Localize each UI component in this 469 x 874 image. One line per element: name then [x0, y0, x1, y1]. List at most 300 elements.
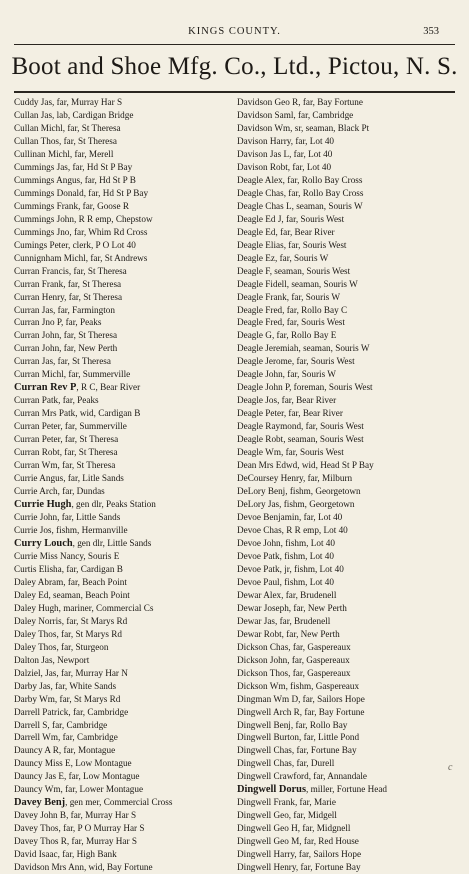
entry-name: Dingwell Burton [237, 732, 300, 743]
entry-name: Dingwell Harry [237, 849, 295, 860]
entry-name: Daley Norris [14, 615, 62, 626]
entry-name: Cummings Jno [14, 226, 70, 237]
directory-entry [14, 381, 230, 394]
entry-name: Curran Francis [14, 265, 69, 276]
entry-details: , seaman, Souris W [286, 278, 358, 289]
directory-entry [237, 628, 459, 641]
entry-name: Dingman Wm D [237, 693, 299, 704]
directory-entry [237, 550, 459, 563]
entry-details: , far, Souris West [280, 447, 344, 458]
entry-name: Deagle Jeremiah [237, 343, 299, 354]
entry-details: , far, Rollo Bay Cross [282, 174, 363, 185]
entry-details: , far, Bear River [275, 226, 335, 237]
entry-name: Davison Robt [237, 161, 288, 172]
entry-details: , far, Beach Point [63, 576, 127, 587]
entry-details: , far, Dundas [57, 486, 105, 497]
entry-name: Currie Angus [14, 473, 64, 484]
entry-details: , seaman, Souris W [298, 343, 370, 354]
directory-entry [237, 485, 459, 498]
directory-entry [237, 187, 459, 200]
entry-details: , far, Souris West [282, 317, 345, 328]
directory-entry [14, 368, 230, 381]
entry-details: , far, P O Murray Har S [58, 823, 145, 834]
directory-entry [237, 511, 459, 524]
directory-entry [237, 757, 459, 770]
directory-entry [237, 355, 459, 368]
entry-name: Curtis Elisha [14, 563, 62, 574]
entry-name: Davidson Mrs Ann [14, 862, 84, 873]
entry-details: , far, St Theresa [62, 122, 121, 133]
entry-name: Cullan Thos [14, 135, 60, 146]
entry-name: Dickson Chas [237, 641, 289, 652]
directory-entry [14, 615, 230, 628]
directory-entry [237, 706, 459, 719]
pencil-mark: c [448, 762, 453, 773]
entry-details: , sr, seaman, Black Pt [290, 122, 370, 133]
directory-entry [14, 822, 230, 835]
entry-name: Curran Patk [14, 395, 59, 406]
directory-entry [237, 796, 459, 809]
entry-details: , far, High Bank [57, 849, 117, 860]
entry-details: , seaman, Beach Point [48, 589, 130, 600]
entry-name: Deagle Ez [237, 252, 276, 263]
entry-details: , R R emp, Lot 40 [281, 524, 348, 535]
entry-name: Dingwell Frank [237, 797, 295, 808]
directory-entry [237, 770, 459, 783]
entry-details: , far, Cambridge [68, 706, 129, 717]
running-header [0, 26, 469, 40]
directory-entry [14, 602, 230, 615]
entry-name: Cummings Angus [14, 174, 81, 185]
directory-entry [237, 135, 459, 148]
directory-entry [14, 394, 230, 407]
entry-details: , far, Souris West [281, 213, 345, 224]
directory-entry [237, 537, 459, 550]
directory-entry [14, 252, 230, 265]
entry-details: , far, Merell [69, 148, 114, 159]
entry-name: Curran John [14, 343, 60, 354]
entry-details: , far, Gaspereaux [288, 641, 351, 652]
entry-details: , far, New Perth [59, 343, 118, 354]
entry-details: , far, Summerville [63, 369, 131, 380]
entry-details: , far, Bay Fortune [298, 97, 363, 107]
entry-details: , far, Farmington [53, 304, 115, 315]
entry-name: Dingwell Crawford [237, 771, 309, 782]
entry-details: , lab, Cardigan Bridge [52, 109, 134, 120]
entry-name: Deagle Ed J [237, 213, 282, 224]
entry-details: , far, Fortune Bay [291, 745, 357, 756]
entry-name: Deagle Frank [237, 291, 287, 302]
entry-name: Dingwell Benj [237, 719, 291, 730]
directory-entry [237, 641, 459, 654]
entry-details: , far, Midgell [288, 810, 337, 821]
entry-details: , far, Peaks [60, 317, 102, 328]
entry-name: Cullinan Michl [14, 148, 70, 159]
entry-name: Curran Peter [14, 434, 61, 445]
entry-name: DeCoursey Henry [237, 473, 303, 484]
entry-details: , fishm, Georgetown [279, 499, 355, 510]
entry-details: , far, Lot 40 [299, 512, 343, 522]
entry-details: , far, Cambridge [47, 719, 108, 730]
entry-name: Devoe Patk [237, 563, 280, 574]
entry-details: , Jas, far, Murray Har N [40, 667, 128, 678]
directory-entry [237, 316, 459, 329]
entry-name: Deagle John [237, 369, 283, 380]
entry-name: Devoe Chas [237, 524, 282, 535]
directory-entry [14, 187, 230, 200]
directory-entry [14, 407, 230, 420]
entry-name: Deagle G [237, 330, 272, 341]
entry-details: , far, Lot 40 [287, 161, 332, 172]
entry-name: Cunnignham Michl [14, 252, 86, 263]
directory-entry [237, 667, 459, 680]
entry-name: Cullan Jas [14, 109, 53, 120]
county-heading: KINGS COUNTY. [188, 26, 281, 37]
directory-entry [14, 420, 230, 433]
directory-entry [14, 433, 230, 446]
entry-details: , mariner, Commercial Cs [58, 602, 154, 613]
directory-entry [237, 329, 459, 342]
entry-details: , far, Litle Sands [63, 473, 124, 484]
entry-details: , far, St Theresa [59, 447, 118, 458]
entry-name: Dauncy Miss E [14, 758, 71, 769]
directory-entry [14, 459, 230, 472]
entry-name: Deagle Elias [237, 239, 284, 250]
directory-entry [237, 446, 459, 459]
directory-entry [237, 654, 459, 667]
entry-name: Dauncy Jas E [14, 771, 65, 782]
entry-name: Daley Abram [14, 576, 64, 587]
entry-details: , far, Murray Har S [52, 97, 123, 107]
entry-name: Dalziel [14, 667, 41, 678]
directory-entry [237, 304, 459, 317]
directory-entry [14, 783, 230, 796]
directory-entry [14, 109, 230, 122]
directory-entry [14, 757, 230, 770]
directory-entry [14, 446, 230, 459]
directory-entry [14, 680, 230, 693]
entry-name: Deagle Wm [237, 447, 281, 458]
entry-name: Devoe John [237, 537, 281, 548]
entry-details: , far, Gaspereaux [287, 654, 350, 665]
directory-entry [14, 304, 230, 317]
entry-details: , jr, fishm, Lot 40 [279, 563, 344, 574]
entry-name: Deagle Jerome [237, 356, 292, 367]
entry-details: , far, Whim Rd Cross [69, 226, 148, 237]
directory-entry [14, 342, 230, 355]
entry-name: Devoe Patk [237, 550, 280, 561]
directory-entry [14, 472, 230, 485]
entry-details: , seaman, Souris West [269, 265, 351, 276]
entry-name: Dingwell Arch R [237, 706, 300, 717]
directory-entry [14, 161, 230, 174]
directory-entry [237, 563, 459, 576]
entry-details: , far, Hd St P Bay [83, 187, 149, 198]
entry-name: Dingwell Chas [237, 745, 292, 756]
entry-name: Davey John B [14, 810, 67, 821]
entry-name: DeLory Jas [237, 499, 280, 510]
entry-details: , far, White Sands [50, 680, 117, 691]
entry-name: Deagle Chas [237, 187, 284, 198]
header-rule-bottom [14, 91, 455, 93]
entry-details: , far, St Marys Rd [61, 615, 128, 626]
entry-details: , far, Cambridge [293, 109, 354, 120]
entry-name: Currie Miss Nancy [14, 550, 84, 561]
entry-name: Deagle F [237, 265, 270, 276]
entry-details: , far, Peaks [58, 395, 99, 406]
directory-entry [14, 524, 230, 537]
entry-details: , far, Summerville [60, 421, 127, 432]
entry-name: Deagle Chas L [237, 200, 292, 211]
entry-name: Curran Jas [14, 304, 54, 315]
entry-details: , far, Annandale [308, 771, 368, 782]
directory-entry [14, 744, 230, 757]
entry-details: , far, Souris W [282, 369, 336, 380]
entry-details: , fishm, Lot 40 [279, 550, 334, 561]
entry-details: , far, Murray Har S [66, 836, 137, 847]
directory-entry [237, 96, 459, 109]
entry-name: Curran Rev P [14, 382, 77, 394]
entry-details: , far, Cardigan B [61, 563, 123, 574]
entry-name: Curran Mrs Patk [14, 408, 76, 419]
directory-entry [14, 667, 230, 680]
entry-details: , fishm, Georgetown [285, 486, 361, 497]
directory-entry [237, 835, 459, 848]
entry-name: Currie Arch [14, 486, 58, 497]
entry-details: , far, Sailors Hope [298, 693, 365, 704]
directory-entry [237, 420, 459, 433]
entry-details: , far, St Andrews [85, 252, 148, 263]
entry-details: , far, Goose R [78, 200, 129, 211]
entry-details: , far, Milburn [303, 473, 353, 484]
directory-entry [14, 200, 230, 213]
entry-details: , far, Brudenell [281, 589, 337, 600]
directory-entry [14, 550, 230, 563]
entry-name: Cummings Frank [14, 200, 79, 211]
directory-entry [14, 796, 230, 809]
entry-name: Darrell Wm [14, 732, 58, 743]
entry-name: Cummings Donald [14, 187, 84, 198]
entry-name: Deagle Fidell [237, 278, 287, 289]
entry-details: , R R emp, Chepstow [73, 213, 153, 224]
entry-name: Curran Henry [14, 291, 65, 302]
entry-details: , Low Montague [70, 758, 132, 769]
entry-details: , far, Midgnell [297, 823, 351, 834]
entry-name: Daley Thos [14, 641, 57, 652]
entry-details: , far, Fortune Bay [295, 862, 361, 873]
directory-entry [14, 628, 230, 641]
directory-entry [237, 213, 459, 226]
entry-name: Davidson Saml [237, 109, 294, 120]
directory-entry [14, 291, 230, 304]
directory-entry [237, 822, 459, 835]
directory-entry [237, 161, 459, 174]
directory-entry [237, 148, 459, 161]
entry-name: Curran Frank [14, 278, 64, 289]
entry-name: Dickson Wm [237, 680, 286, 691]
directory-entry [237, 783, 459, 796]
directory-entry [237, 291, 459, 304]
entry-name: Deagle Fred [237, 317, 283, 328]
directory-entry [14, 174, 230, 187]
directory-entry [237, 589, 459, 602]
entry-details: , far, Durell [291, 758, 335, 769]
entry-details: , far, Souris West [301, 421, 364, 432]
entry-details: , far, St Theresa [57, 460, 116, 471]
directory-entry [14, 719, 230, 732]
entry-name: Deagle Peter [237, 408, 284, 419]
entry-details: , far, Marie [294, 797, 336, 808]
entry-name: Dewar Alex [237, 589, 282, 600]
entry-details: , far, Lower Montague [60, 784, 144, 795]
directory-column-right [237, 96, 459, 874]
directory-entry [14, 135, 230, 148]
entry-name: Cullan Michl [14, 122, 63, 133]
directory-entry [237, 459, 459, 472]
entry-name: Darby Wm [14, 693, 55, 704]
directory-entry [14, 226, 230, 239]
entry-name: Cummings Jas [14, 161, 68, 172]
entry-name: Dickson John [237, 654, 288, 665]
entry-details: , far, Souris W [286, 291, 341, 302]
entry-name: Darrell Patrick [14, 706, 69, 717]
directory-entry [14, 835, 230, 848]
directory-entry [237, 252, 459, 265]
directory-entry [237, 381, 459, 394]
entry-name: Cumings Peter [14, 239, 68, 250]
entry-name: Davey Benj [14, 797, 66, 809]
directory-entry [14, 537, 230, 550]
directory-entry [14, 316, 230, 329]
entry-details: , far, Rollo Bay E [271, 330, 337, 341]
directory-entry [237, 433, 459, 446]
entry-name: Curran Jas [14, 356, 54, 367]
entry-details: , far, Bear River [283, 408, 343, 419]
directory-entry [14, 122, 230, 135]
directory-entry [237, 200, 459, 213]
entry-details: , miller, Fortune Head [306, 784, 388, 795]
directory-entry [237, 122, 459, 135]
entry-name: Dauncy A R [14, 745, 59, 756]
entry-name: Cuddy Jas [14, 97, 53, 107]
entry-name: Darrell S [14, 719, 48, 730]
entry-details: , far, New Perth [288, 602, 347, 613]
directory-entry [14, 498, 230, 511]
entry-details: , far, Hd St P Bay [67, 161, 133, 172]
directory-entry [237, 368, 459, 381]
directory-entry [237, 278, 459, 291]
directory-entry [14, 96, 230, 109]
entry-details: , far, Montague [58, 745, 116, 756]
directory-entry [14, 148, 230, 161]
directory-entry [14, 511, 230, 524]
entry-details: , far, Lot 40 [289, 148, 333, 159]
entry-name: David Isaac [14, 849, 58, 860]
directory-entry [14, 213, 230, 226]
entry-name: Deagle John P [237, 382, 290, 393]
entry-name: Curran Michl [14, 369, 64, 380]
entry-details: , foreman, Souris West [289, 382, 373, 393]
directory-entry [237, 524, 459, 537]
header-rule-top [14, 44, 455, 45]
directory-entry [237, 407, 459, 420]
entry-details: , gen dlr, Little Sands [72, 537, 152, 548]
entry-details: , far, St Theresa [60, 434, 119, 445]
entry-name: Dingwell Chas [237, 758, 292, 769]
directory-entry [14, 809, 230, 822]
entry-details: , wid, Head St P Bay [297, 460, 374, 471]
entry-name: Deagle Raymond [237, 421, 302, 432]
entry-details: , far, St Theresa [53, 356, 111, 367]
entry-details: , far, Low Montague [64, 771, 140, 782]
entry-details: , R C, Bear River [76, 382, 141, 393]
entry-details: , far, Cambridge [57, 732, 118, 743]
entry-details: , far, Bear River [277, 395, 337, 406]
directory-entry [14, 848, 230, 861]
entry-details: , far, St Theresa [59, 135, 117, 146]
entry-name: Devoe Benjamin [237, 512, 299, 522]
advertisement-banner: Boot and Shoe Mfg. Co., Ltd., Pictou, N. S. [11, 53, 458, 80]
entry-name: Dewar Robt [237, 628, 282, 639]
entry-details: , wid, Cardigan B [75, 408, 141, 419]
entry-name: Curran Wm [14, 460, 58, 471]
directory-entry [237, 744, 459, 757]
directory-entry [14, 278, 230, 291]
entry-details: , far, Rollo Bay C [282, 304, 348, 315]
directory-entry [237, 719, 459, 732]
directory-entry [14, 641, 230, 654]
entry-details: , far, Sturgeon [56, 641, 109, 652]
entry-name: Dalton Jas [14, 654, 53, 665]
directory-entry [237, 174, 459, 187]
entry-name: Dingwell Geo H [237, 823, 298, 834]
directory-entry [237, 265, 459, 278]
entry-name: Dewar Joseph [237, 602, 289, 613]
entry-name: Curran Jno P [14, 317, 61, 328]
entry-details: , far, New Perth [281, 628, 340, 639]
entry-name: Devoe Paul [237, 576, 280, 587]
entry-name: Davison Harry [237, 135, 291, 146]
entry-name: Davey Thos R [14, 836, 67, 847]
entry-details: , clerk, P O Lot 40 [68, 239, 136, 250]
entry-name: Dingwell Geo M [237, 836, 300, 847]
directory-entry [237, 809, 459, 822]
directory-entry [237, 576, 459, 589]
directory-entry [237, 498, 459, 511]
entry-details: , far, Murray Har S [66, 810, 137, 821]
entry-details: , far, Little Sands [57, 512, 121, 522]
directory-entry [14, 861, 230, 874]
directory-entry [14, 706, 230, 719]
entry-details: , far, St Theresa [64, 291, 123, 302]
entry-name: Deagle Robt [237, 434, 284, 445]
directory-entry [237, 239, 459, 252]
entry-name: Deagle Fred [237, 304, 283, 315]
entry-details: , far, Souris West [283, 239, 347, 250]
entry-name: Dewar Jas [237, 615, 276, 626]
entry-details: , far, Souris West [291, 356, 355, 367]
entry-name: DeLory Benj [237, 486, 286, 497]
entry-name: Davison Jas L [237, 148, 290, 159]
entry-details: , wid, Bay Fortune [83, 862, 153, 873]
entry-details: , far, Rollo Bay Cross [283, 187, 364, 198]
page-number: 353 [423, 26, 439, 37]
entry-name: Daley Thos [14, 628, 57, 639]
directory-entry [14, 576, 230, 589]
entry-name: Dauncy Wm [14, 784, 61, 795]
directory-entry [14, 485, 230, 498]
entry-details: , fishm, Gaspereaux [285, 680, 360, 691]
